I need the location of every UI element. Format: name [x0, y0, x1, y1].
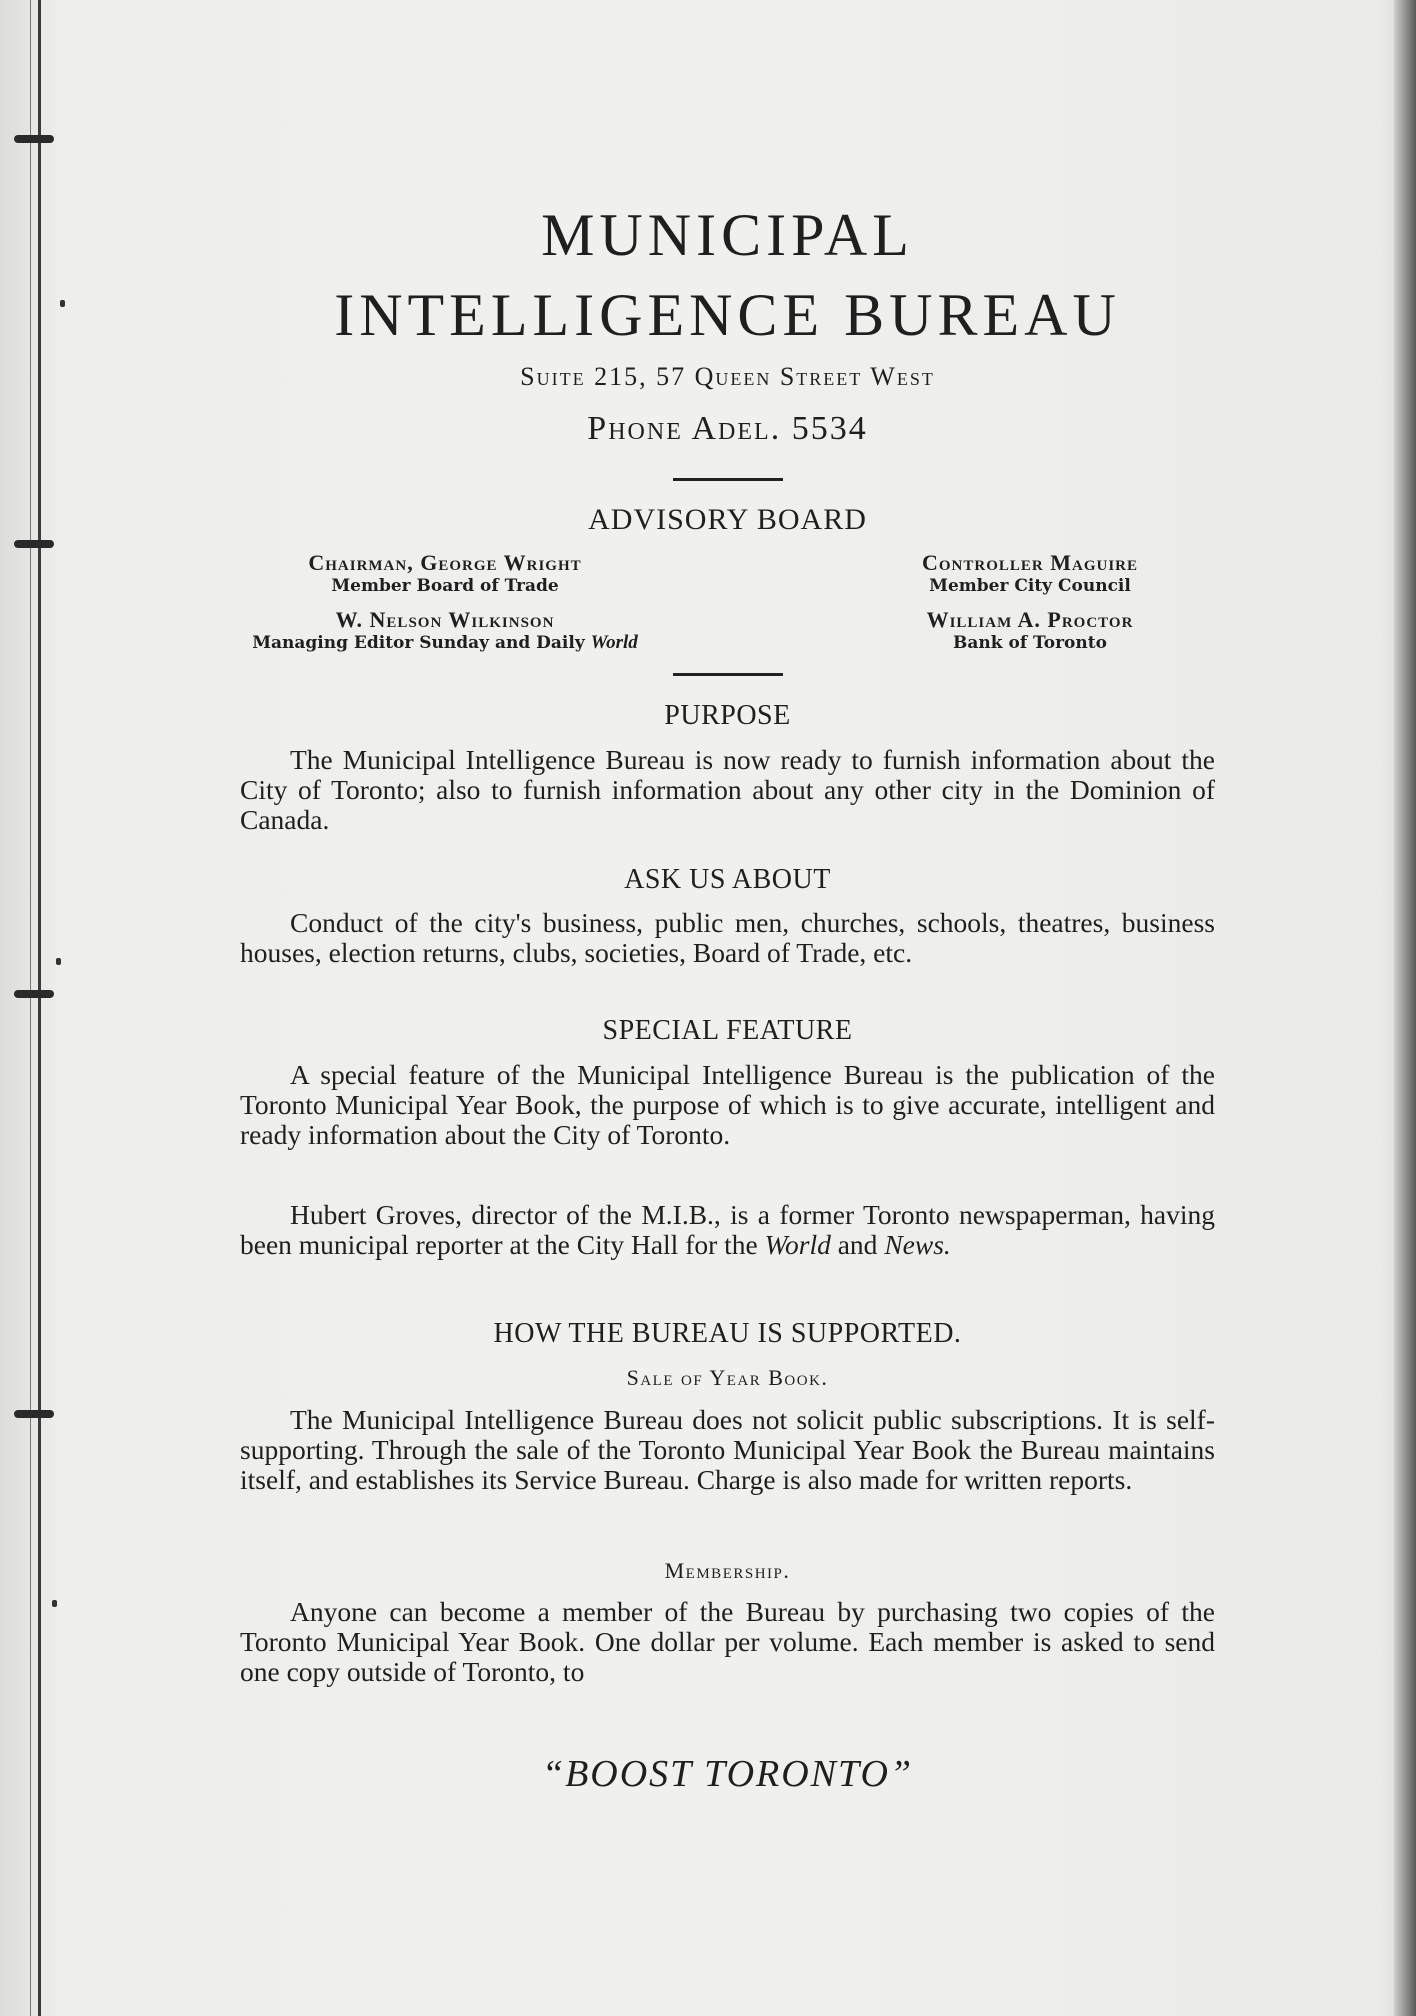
page-right-edge — [1394, 0, 1416, 2016]
special-feature-heading: SPECIAL FEATURE — [602, 1015, 853, 1046]
support-heading: HOW THE BUREAU IS SUPPORTED. — [493, 1318, 962, 1349]
member-name: Chairman, George Wright — [308, 550, 582, 575]
speck-mark — [52, 1600, 57, 1607]
binding-stitch — [14, 540, 54, 548]
member-name: W. Nelson Wilkinson — [335, 607, 555, 632]
board-member-maguire — [820, 550, 1240, 596]
member-role — [220, 633, 670, 653]
board-member-chairman — [220, 550, 670, 596]
member-name: William A. Proctor — [926, 607, 1134, 632]
director-text-body: Hubert Groves, director of the M.I.B., is a former Toronto newspaperman, having been municipal reporter at the City Hall for the — [240, 1199, 1215, 1260]
newspaper-news: News. — [884, 1229, 951, 1260]
membership-subheading: Membership. — [664, 1558, 791, 1583]
purpose-heading: PURPOSE — [664, 700, 791, 731]
boost-toronto-slogan: “BOOST TORONTO” — [541, 1753, 914, 1795]
purpose-text: The Municipal Intelligence Bureau is now ready to furnish information about the City of Toronto; also to furnish information about any other city in the Dominion of Canada. — [240, 744, 1215, 835]
member-role: Member City Council — [929, 576, 1131, 596]
sale-subheading: Sale of Year Book. — [626, 1365, 829, 1390]
title-line-2: INTELLIGENCE BUREAU — [334, 282, 1121, 348]
title-line-1: MUNICIPAL — [541, 202, 914, 268]
membership-text: Anyone can become a member of the Bureau by purchasing two copies of the Toronto Municipal Year Book. One dollar per volume. Each member is asked to send one copy outside of Toronto, to — [240, 1596, 1215, 1687]
special-feature-text: A special feature of the Municipal Intelligence Bureau is the publication of the Toronto Municipal Year Book, the purpose of which is to give accurate, intelligent and ready information about the City of Toronto. — [240, 1059, 1215, 1150]
address-line: Suite 215, 57 Queen Street West — [520, 362, 935, 391]
member-role: Bank of Toronto — [953, 633, 1107, 653]
binding-stitch — [14, 1410, 54, 1418]
director-text — [240, 1200, 1215, 1260]
member-role-text: Managing Editor Sunday and Daily — [252, 633, 591, 653]
ask-us-text: Conduct of the city's business, public men, churches, schools, theatres, business houses, election returns, clubs, societies, Board of Trade, etc. — [240, 907, 1215, 968]
sale-text: The Municipal Intelligence Bureau does not solicit public subscriptions. It is self-supporting. Through the sale of the Toronto Municipal Year Book the Bureau maintains itself, and establishes its Service Bureau. Charge is also made for written reports. — [240, 1404, 1215, 1495]
member-role-paper: World — [590, 632, 638, 653]
board-member-proctor — [820, 607, 1240, 653]
binding-edge-thin — [30, 0, 31, 2016]
newspaper-and: and — [830, 1229, 885, 1260]
binding-edge — [38, 0, 41, 2016]
ask-us-heading: ASK US ABOUT — [624, 864, 831, 895]
binding-stitch — [14, 135, 54, 143]
advisory-board-title: ADVISORY BOARD — [588, 503, 867, 536]
member-role: Member Board of Trade — [331, 576, 559, 596]
phone-line: Phone Adel. 5534 — [587, 410, 868, 447]
board-member-wilkinson — [220, 607, 670, 653]
divider-rule — [673, 673, 783, 676]
binding-stitch — [14, 990, 54, 998]
member-name: Controller Maguire — [921, 550, 1138, 575]
speck-mark — [60, 300, 65, 307]
speck-mark — [56, 958, 61, 965]
newspaper-world: World — [764, 1229, 831, 1260]
divider-rule — [673, 478, 783, 481]
